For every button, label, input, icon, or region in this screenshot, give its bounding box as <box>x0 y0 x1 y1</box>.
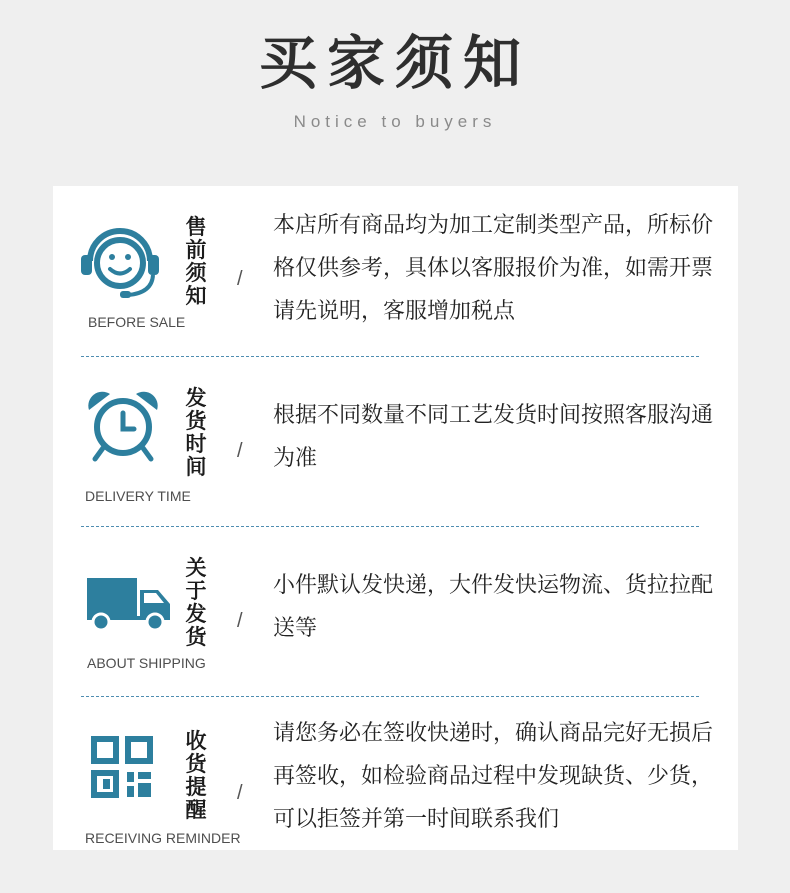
section-title-en: DELIVERY TIME <box>85 488 191 504</box>
customer-service-headset-icon <box>80 219 160 301</box>
section-title-en: RECEIVING REMINDER <box>85 830 241 846</box>
delivery-truck-icon <box>86 576 172 632</box>
section-title-cn: 关于发货 <box>185 556 207 649</box>
page-subtitle: Notice to buyers <box>293 112 497 131</box>
qr-code-icon <box>91 736 153 798</box>
section-title-en: ABOUT SHIPPING <box>87 655 206 671</box>
separator-slash: / <box>237 610 243 632</box>
section-description: 小件默认发快递，大件发快运物流、货拉拉配送等 <box>273 573 714 641</box>
section-about-shipping <box>53 526 738 696</box>
separator-slash: / <box>237 440 243 462</box>
section-title-cn: 发货时间 <box>185 386 207 479</box>
section-description: 本店所有商品均为加工定制类型产品，所标价格仅供参考，具体以客服报价为准，如需开票请先说明，客服增加税点 <box>273 213 714 324</box>
separator-slash: / <box>237 268 243 290</box>
notice-card <box>53 186 738 850</box>
section-before-sale <box>53 186 738 356</box>
section-delivery-time <box>53 356 738 526</box>
section-title-en: BEFORE SALE <box>88 314 186 330</box>
section-description: 请您务必在签收快递时，确认商品完好无损后再签收，如检验商品过程中发现缺货、少货，可以拒签并第一时间联系我们 <box>273 721 714 832</box>
separator-slash: / <box>237 782 243 804</box>
section-title-cn: 售前须知 <box>185 215 207 308</box>
alarm-clock-icon <box>86 391 160 463</box>
section-receiving-reminder <box>53 696 738 850</box>
page-title: 买家须知 <box>258 29 531 97</box>
section-description: 根据不同数量不同工艺发货时间按照客服沟通为准 <box>273 403 714 471</box>
section-title-cn: 收货提醒 <box>185 729 207 822</box>
